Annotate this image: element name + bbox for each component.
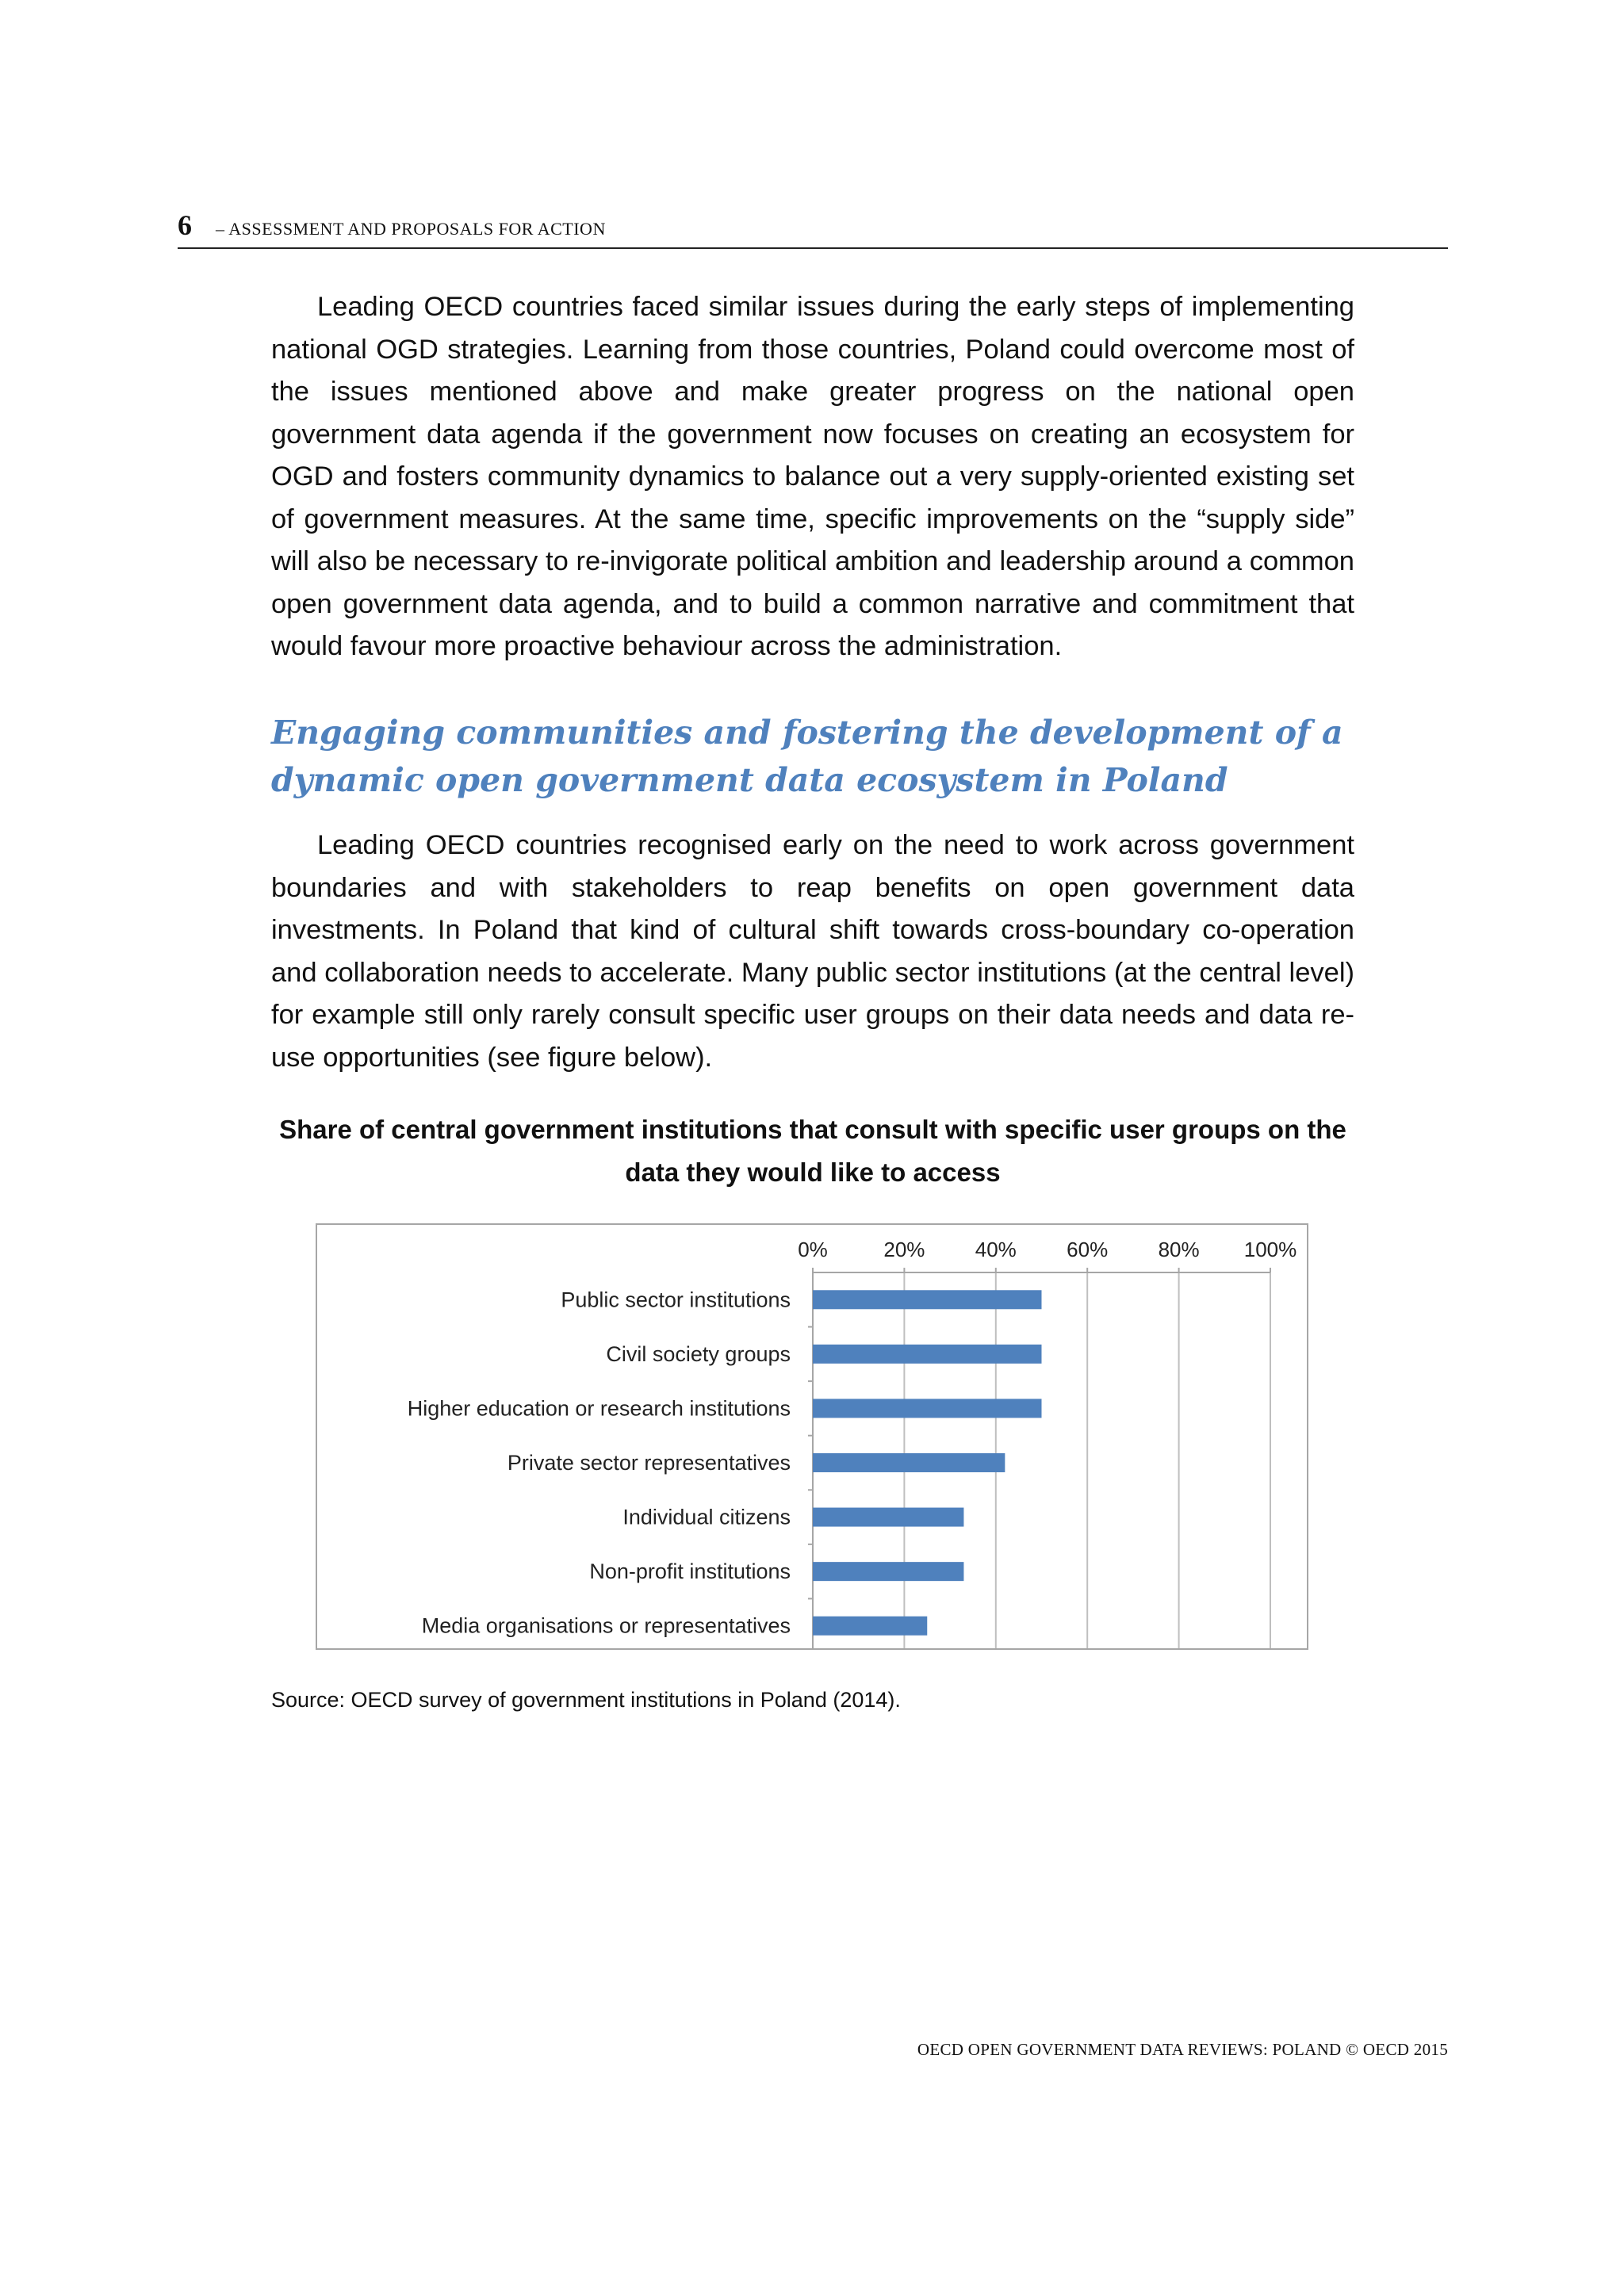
category-label: Non-profit institutions bbox=[589, 1559, 791, 1584]
category-label: Individual citizens bbox=[622, 1505, 791, 1529]
section-heading: Engaging communities and fostering the development of a dynamic open government data ecosystem in Poland bbox=[271, 714, 1343, 799]
page-header bbox=[178, 209, 1448, 249]
bar bbox=[813, 1562, 963, 1581]
figure-source: Source: OECD survey of government institutions in Poland (2014). bbox=[271, 1688, 901, 1712]
x-tick-label: 20% bbox=[883, 1238, 925, 1261]
bar bbox=[813, 1617, 927, 1636]
chart-frame bbox=[316, 1223, 1308, 1650]
page-number: 6 bbox=[178, 209, 192, 241]
x-tick-label: 60% bbox=[1067, 1238, 1109, 1261]
category-label: Civil society groups bbox=[606, 1341, 791, 1366]
category-label: Public sector institutions bbox=[561, 1288, 791, 1312]
bar bbox=[813, 1399, 1042, 1418]
figure-title: Share of central government institutions that consult with specific user groups on the data they would like to access bbox=[279, 1115, 1346, 1187]
bar bbox=[813, 1453, 1005, 1472]
category-label: Higher education or research institutions bbox=[407, 1396, 791, 1421]
section-title: – ASSESSMENT AND PROPOSALS FOR ACTION bbox=[216, 219, 606, 239]
bar bbox=[813, 1508, 963, 1527]
bar bbox=[813, 1345, 1042, 1364]
page-footer: OECD OPEN GOVERNMENT DATA REVIEWS: POLAND © OECD 2015 bbox=[917, 2040, 1448, 2059]
x-tick-label: 100% bbox=[1243, 1238, 1297, 1261]
category-label: Media organisations or representatives bbox=[421, 1613, 791, 1638]
bar bbox=[813, 1290, 1042, 1309]
bar-chart bbox=[317, 1225, 1307, 1648]
x-tick-label: 0% bbox=[798, 1238, 828, 1261]
paragraph-2: Leading OECD countries recognised early on the need to work across government boundaries and with stakeholders to reap benefits on open government data investments. In Poland that kind of cultural shift towards cross-boundary co-operation and collaboration needs to accelerate. Many public sector institutions (at the central level) for example still only rarely consult specific user groups on their data needs and data re-use opportunities (see figure below). bbox=[271, 830, 1354, 1073]
x-tick-label: 80% bbox=[1158, 1238, 1200, 1261]
x-tick-label: 40% bbox=[975, 1238, 1017, 1261]
category-label: Private sector representatives bbox=[507, 1451, 791, 1475]
paragraph-1: Leading OECD countries faced similar issues during the early steps of implementing national OGD strategies. Learning from those countries, Poland could overcome most of the issues mentioned above and make greater progress on the national open government data agenda if the government now focuses on creating an ecosystem for OGD and fosters community dynamics to balance out a very supply-oriented existing set of government measures. At the same time, specific improvements on the “supply side” will also be necessary to re-invigorate political ambition and leadership around a common open government data agenda, and to build a common narrative and commitment that would favour more proactive behaviour across the administration. bbox=[271, 292, 1354, 661]
